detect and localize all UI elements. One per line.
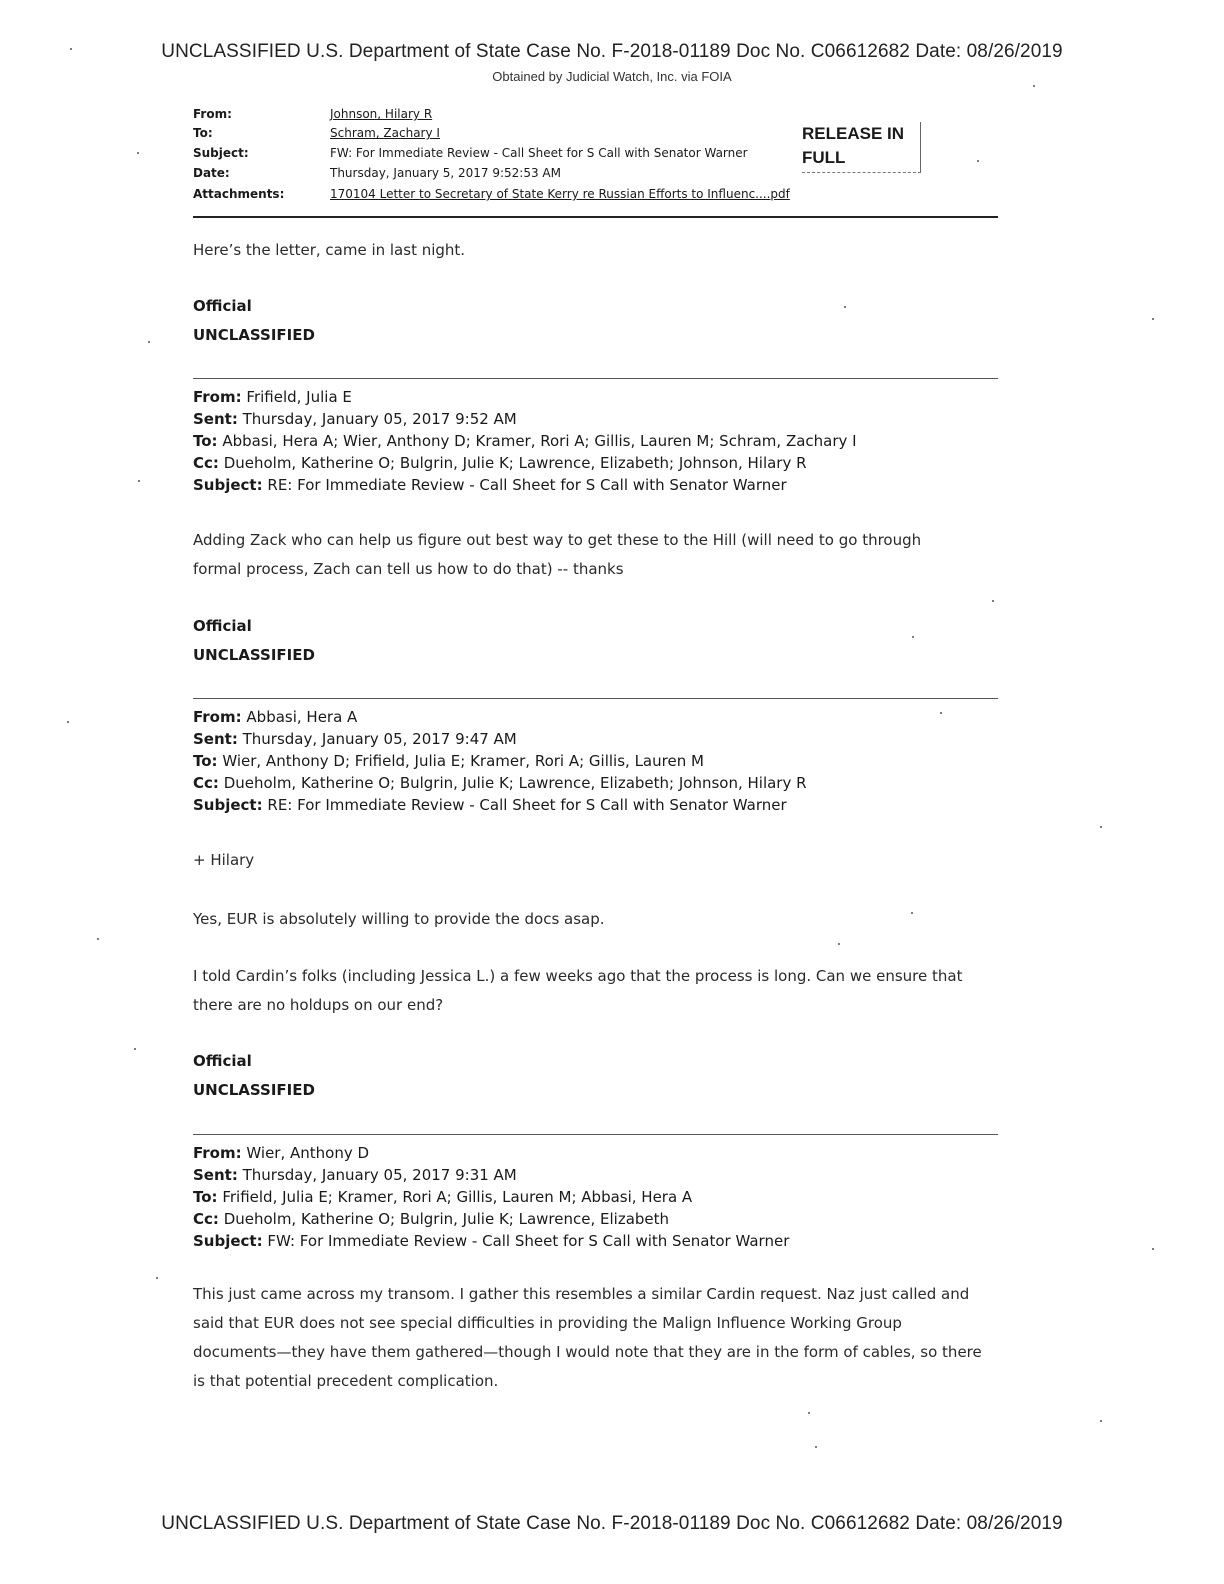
message-divider-2 <box>193 698 998 699</box>
message-3-cc: Cc: Dueholm, Katherine O; Bulgrin, Julie K; Lawrence, Elizabeth <box>193 1210 670 1228</box>
scan-speck <box>940 712 942 714</box>
scan-speck <box>1152 318 1154 320</box>
scan-speck <box>156 1277 158 1279</box>
message-3-header <box>193 1142 789 1252</box>
message-1-body: Adding Zack who can help us figure out best way to get these to the Hill (will need to go through formal process, Zach can tell us how to do that) -- thanks <box>193 531 922 578</box>
message-1-subject: Subject: RE: For Immediate Review - Call Sheet for S Call with Senator Warner <box>193 476 787 494</box>
scan-speck <box>148 341 150 343</box>
message-2-cc: Cc: Dueholm, Katherine O; Bulgrin, Julie K; Lawrence, Elizabeth; Johnson, Hilary R <box>193 774 807 792</box>
message-1-to: To: Abbasi, Hera A; Wier, Anthony D; Kramer, Rori A; Gillis, Lauren M; Schram, Zachary I <box>193 432 857 450</box>
official-label-3: Official <box>193 1052 252 1070</box>
unclassified-label-3: UNCLASSIFIED <box>193 1081 315 1099</box>
message-3-subject: Subject: FW: For Immediate Review - Call Sheet for S Call with Senator Warner <box>193 1232 790 1250</box>
official-label-1: Official <box>193 297 252 315</box>
message-divider-3 <box>193 1134 998 1135</box>
header-subject-value: FW: For Immediate Review - Call Sheet for S Call with Senator Warner <box>330 146 748 160</box>
scan-speck <box>97 938 99 940</box>
scan-speck <box>67 721 69 723</box>
message-2-header <box>193 706 807 816</box>
message-3-sent: Sent: Thursday, January 05, 2017 9:31 AM <box>193 1166 517 1184</box>
release-stamp-line1: RELEASE IN <box>802 124 905 143</box>
top-classification-banner: UNCLASSIFIED U.S. Department of State Case No. F-2018-01189 Doc No. C06612682 Date: 08/26/2019 <box>161 41 1063 62</box>
header-date-label: Date: <box>193 166 230 180</box>
foia-note: Obtained by Judicial Watch, Inc. via FOIA <box>492 69 732 84</box>
unclassified-label-2: UNCLASSIFIED <box>193 646 315 664</box>
message-1-sent: Sent: Thursday, January 05, 2017 9:52 AM <box>193 410 517 428</box>
message-2-to: To: Wier, Anthony D; Frifield, Julia E; Kramer, Rori A; Gillis, Lauren M <box>193 752 704 770</box>
message-1-from: From: Frifield, Julia E <box>193 388 352 406</box>
scan-speck <box>137 152 139 154</box>
scan-speck <box>977 160 979 162</box>
release-stamp <box>802 122 921 173</box>
header-to-label: To: <box>193 126 213 140</box>
message-3-to: To: Frifield, Julia E; Kramer, Rori A; Gillis, Lauren M; Abbasi, Hera A <box>193 1188 693 1206</box>
scan-speck <box>844 306 846 308</box>
message-2-body-line-1: + Hilary <box>193 851 255 869</box>
header-date-value: Thursday, January 5, 2017 9:52:53 AM <box>330 166 561 180</box>
scan-speck <box>911 912 913 914</box>
header-from-value: Johnson, Hilary R <box>330 107 433 121</box>
scan-speck <box>808 1412 810 1414</box>
scan-speck <box>134 1048 136 1050</box>
header-divider <box>193 216 998 218</box>
message-1-cc: Cc: Dueholm, Katherine O; Bulgrin, Julie K; Lawrence, Elizabeth; Johnson, Hilary R <box>193 454 807 472</box>
header-attachments-value: 170104 Letter to Secretary of State Kerry re Russian Efforts to Influenc....pdf <box>330 187 790 201</box>
scan-speck <box>1152 1248 1154 1250</box>
message-2-body-line-3: I told Cardin’s folks (including Jessica L.) a few weeks ago that the process is long. Can we ensure that there are no holdups on our end? <box>193 967 963 1014</box>
message-2-sent: Sent: Thursday, January 05, 2017 9:47 AM <box>193 730 517 748</box>
message-3-from: From: Wier, Anthony D <box>193 1144 370 1162</box>
bottom-classification-banner: UNCLASSIFIED U.S. Department of State Case No. F-2018-01189 Doc No. C06612682 Date: 08/26/2019 <box>161 1513 1063 1534</box>
message-2-subject: Subject: RE: For Immediate Review - Call Sheet for S Call with Senator Warner <box>193 796 787 814</box>
scan-speck <box>815 1446 817 1448</box>
scan-speck <box>838 943 840 945</box>
message-1-header <box>193 386 857 496</box>
header-from-label: From: <box>193 107 232 121</box>
message-2-from: From: Abbasi, Hera A <box>193 708 358 726</box>
intro-text: Here’s the letter, came in last night. <box>193 241 466 259</box>
scan-speck <box>1033 85 1035 87</box>
scan-speck <box>70 48 72 50</box>
scan-speck <box>992 600 994 602</box>
scan-speck <box>138 480 140 482</box>
scan-speck <box>912 636 914 638</box>
message-2-body-line-2: Yes, EUR is absolutely willing to provide the docs asap. <box>193 910 605 928</box>
scan-speck <box>1100 826 1102 828</box>
release-stamp-line2: FULL <box>802 148 846 167</box>
message-divider-1 <box>193 378 998 379</box>
scan-speck <box>1100 1420 1102 1422</box>
header-to-value: Schram, Zachary I <box>330 126 440 140</box>
message-3-body: This just came across my transom. I gather this resembles a similar Cardin request. Naz just called and said that EUR does not see special difficulties in providing the Malign Influence Working Group documents—they have them gathered—though I would note that they are in the form of cables, so there is that potential precedent complication. <box>193 1285 982 1390</box>
header-attachments-label: Attachments: <box>193 187 285 201</box>
official-label-2: Official <box>193 617 252 635</box>
header-subject-label: Subject: <box>193 146 249 160</box>
unclassified-label-1: UNCLASSIFIED <box>193 326 315 344</box>
